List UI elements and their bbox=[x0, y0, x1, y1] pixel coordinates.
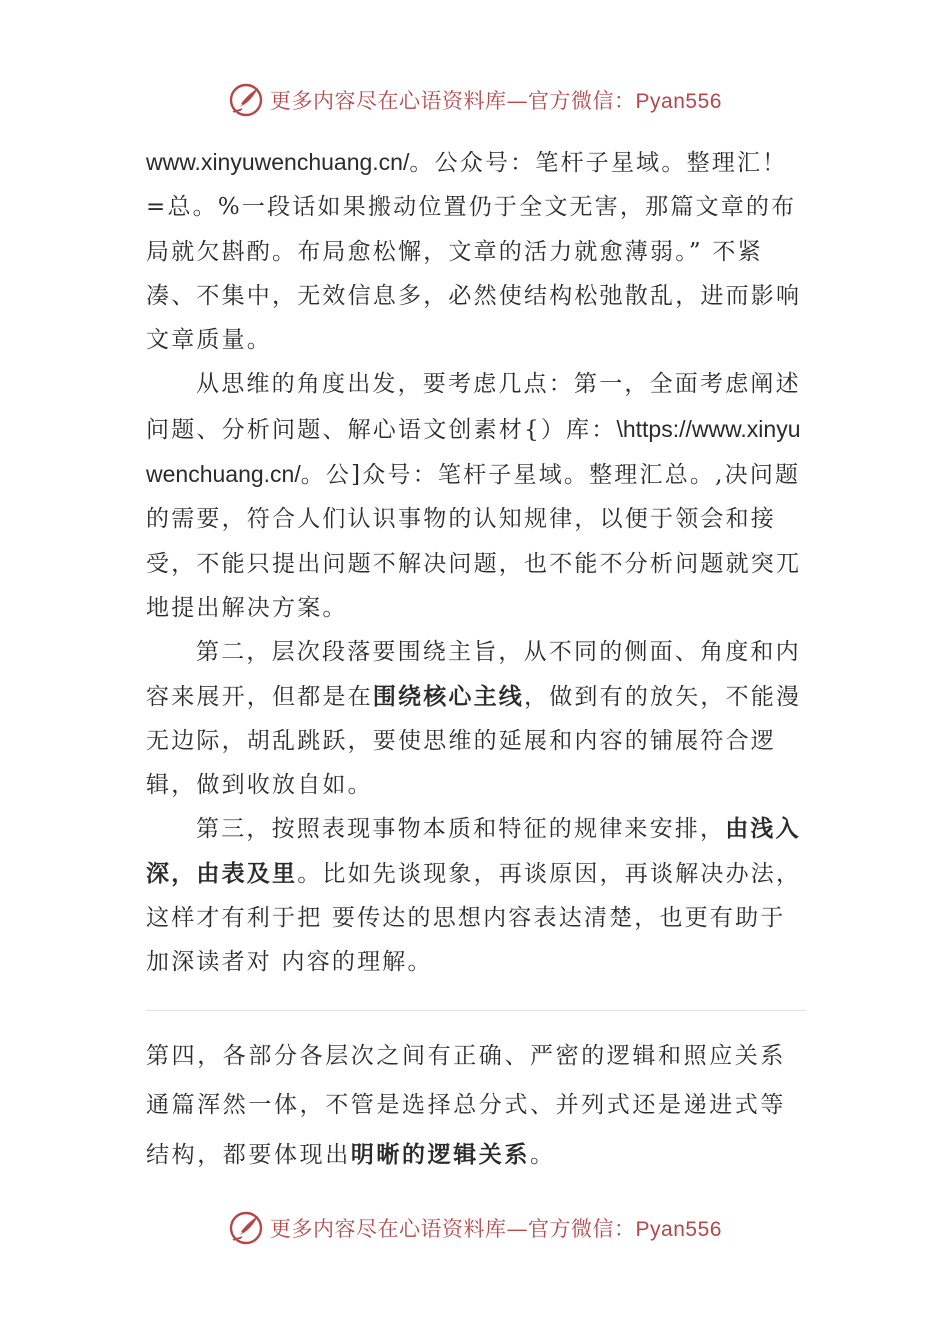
quill-pen-logo-icon bbox=[228, 1210, 264, 1246]
url-text: \https://www.xinyuwenchuang.cn/ bbox=[146, 415, 801, 488]
banner-text: 更多内容尽在心语资料库—官方微信：Pyan556 bbox=[270, 89, 722, 113]
bold-emphasis: 由浅入深，由表及里 bbox=[146, 815, 801, 887]
banner-text: 更多内容尽在心语资料库—官方微信：Pyan556 bbox=[270, 1217, 722, 1241]
paragraph-4: 第三，按照表现事物本质和特征的规律来安排，由浅入深，由表及里。比如先谈现象，再谈原因，再谈解决办法，这样才有利于把 要传达的思想内容表达清楚，也更有助于加深读者对 内容的理解。 bbox=[146, 815, 802, 976]
paragraph-1: www.xinyuwenchuang.cn/。公众号：笔杆子星域。整理汇！=总。%一段话如果搬动位置仍于全文无害，那篇文章的布局就欠斟酌。布局愈松懈，文章的活力就愈薄弱。” 不紧凑、不集中，无效信息多，必然使结构松弛散乱，进而影响文章质量。 bbox=[146, 149, 802, 354]
wechat-id: Pyan556 bbox=[635, 90, 722, 113]
footer-banner bbox=[0, 1210, 950, 1246]
wechat-id: Pyan556 bbox=[635, 1218, 722, 1241]
quill-pen-logo-icon bbox=[228, 82, 264, 118]
bold-emphasis: 明晰的逻辑关系 bbox=[350, 1141, 531, 1168]
paragraph-5: 第四，各部分各层次之间有正确、严密的逻辑和照应关系通篇浑然一体，不管是选择总分式、并列式还是递进式等结构，都要体现出明晰的逻辑关系。 bbox=[146, 1043, 786, 1168]
url-text: www.xinyuwenchuang.cn/ bbox=[146, 149, 410, 175]
paragraph-3: 第二，层次段落要围绕主旨，从不同的侧面、角度和内容来展开，但都是在围绕核心主线，做到有的放矢，不能漫无边际，胡乱跳跃，要使思维的延展和内容的铺展符合逻辑，做到收放自如。 bbox=[146, 639, 802, 799]
document-section-2 bbox=[146, 1032, 808, 1180]
bold-emphasis: 围绕核心主线 bbox=[372, 682, 525, 710]
header-banner bbox=[0, 82, 950, 118]
document-body bbox=[146, 140, 804, 985]
paragraph-2: 从思维的角度出发，要考虑几点：第一，全面考虑阐述问题、分析问题、解心语文创素材{）库：\https://www.xinyuwenchuang.cn/。公]众号：笔杆子星域。整理汇总。,决问题的需要，符合人们认识事物的认知规律，以便于领会和接受，不能只提出问题不解决问题，也不能不分析问题就突兀地提出解决方案。 bbox=[146, 371, 802, 621]
section-divider bbox=[146, 1010, 806, 1011]
